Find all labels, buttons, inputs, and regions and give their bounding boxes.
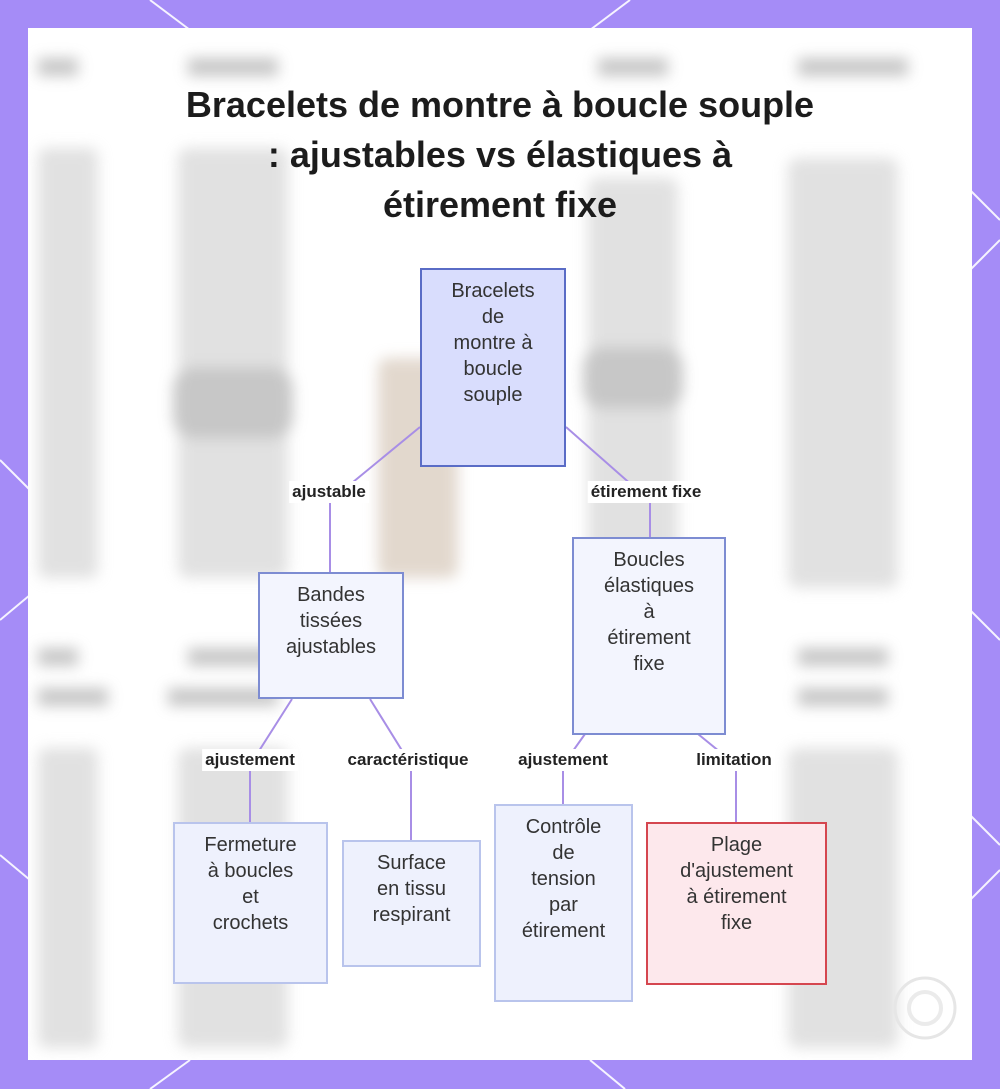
node-text: élastiques bbox=[603, 575, 695, 597]
node-text: à boucles bbox=[207, 860, 294, 882]
node-text: Fermeture bbox=[204, 834, 297, 856]
node-text: Plage bbox=[710, 834, 763, 856]
node-text: Bandes bbox=[297, 584, 365, 606]
title-line: Bracelets de montre à boucle souple bbox=[185, 84, 815, 125]
node-text: étirement bbox=[607, 627, 691, 649]
node-text: tissées bbox=[299, 610, 363, 632]
node-controle-tension bbox=[494, 804, 633, 1002]
node-plage-ajustement bbox=[646, 822, 827, 985]
node-text: et bbox=[242, 886, 259, 908]
node-text: Bracelets bbox=[451, 280, 535, 302]
node-text: à bbox=[643, 601, 655, 623]
node-text: par bbox=[549, 894, 578, 916]
title-line: étirement fixe bbox=[382, 184, 618, 225]
edge-label-ajustement: ajustement bbox=[515, 749, 611, 771]
node-text: en tissu bbox=[377, 878, 446, 900]
edge-label-caracteristique: caractéristique bbox=[345, 749, 472, 771]
node-text: Surface bbox=[377, 852, 446, 874]
node-text: respirant bbox=[372, 904, 451, 926]
node-text: Boucles bbox=[613, 549, 685, 571]
title-line: : ajustables vs élastiques à bbox=[267, 134, 733, 175]
node-text: Contrôle bbox=[525, 816, 602, 838]
node-bandes-tissees bbox=[258, 572, 404, 699]
node-text: boucle bbox=[463, 358, 523, 380]
node-root-bracelets bbox=[420, 268, 566, 467]
node-text: étirement bbox=[521, 920, 606, 942]
edge-label-limitation: limitation bbox=[693, 749, 775, 771]
node-text: tension bbox=[531, 868, 596, 890]
node-text: de bbox=[481, 306, 505, 328]
node-text: ajustables bbox=[285, 636, 377, 658]
edge-label-ajustable: ajustable bbox=[289, 481, 369, 503]
edge-elastic-range bbox=[698, 734, 736, 823]
node-text: fixe bbox=[720, 912, 753, 934]
node-text: fixe bbox=[633, 653, 665, 675]
node-text: à étirement bbox=[686, 886, 787, 908]
node-text: souple bbox=[463, 384, 523, 406]
edge-label-ajustement: ajustement bbox=[202, 749, 298, 771]
diagram-card bbox=[28, 28, 972, 1060]
node-text: montre à bbox=[453, 332, 533, 354]
node-text: de bbox=[552, 842, 575, 864]
node-boucles-elastiques bbox=[572, 537, 726, 735]
edge-label-etirement-fixe: étirement fixe bbox=[588, 481, 705, 503]
node-surface-tissu bbox=[342, 840, 481, 967]
watermark-logo-icon bbox=[890, 973, 960, 1043]
node-fermeture-boucles bbox=[173, 822, 328, 984]
node-text: crochets bbox=[212, 912, 289, 934]
node-text: d'ajustement bbox=[680, 860, 793, 882]
